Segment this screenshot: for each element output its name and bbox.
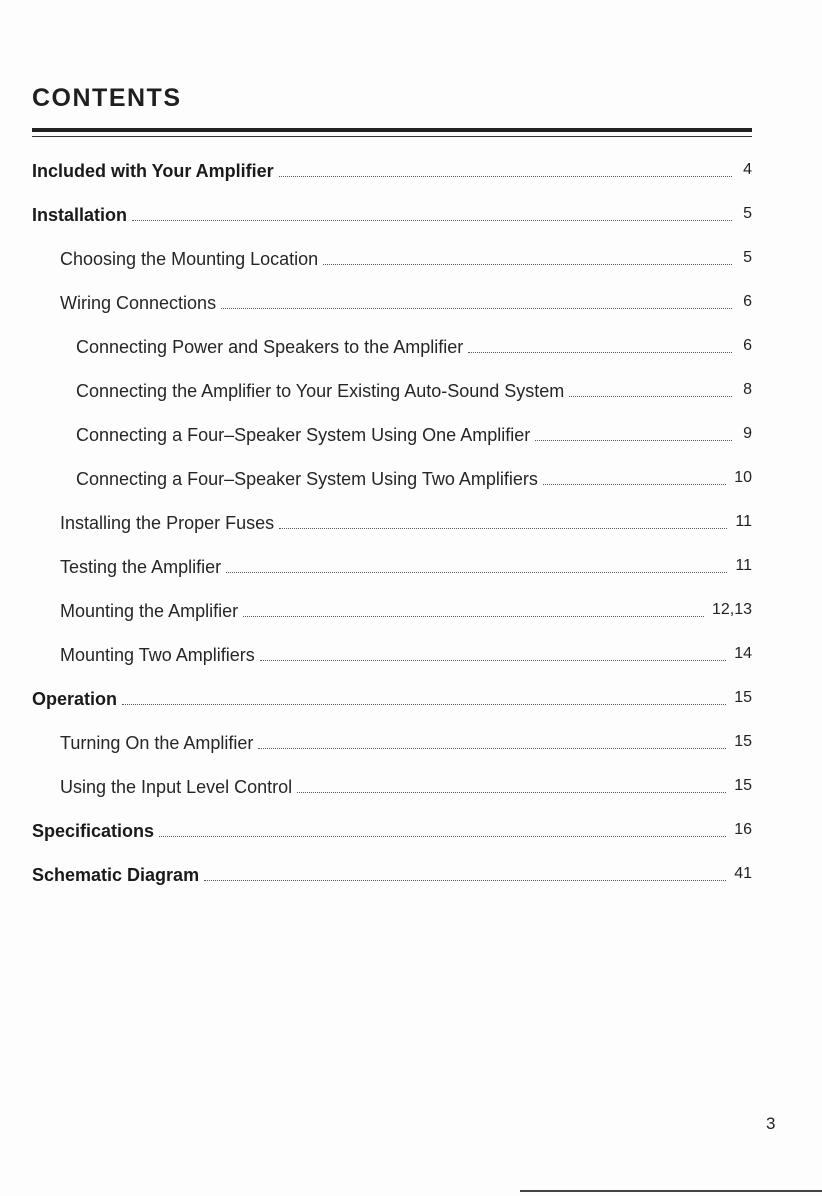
toc-entry-title: Testing the Amplifier xyxy=(60,557,222,577)
toc-entry xyxy=(76,420,752,446)
toc-dot-leader xyxy=(260,660,726,661)
heading-rule-thick xyxy=(32,128,752,132)
toc-dot-leader xyxy=(204,880,726,881)
toc-entry xyxy=(32,156,752,182)
toc-entry-page: 5 xyxy=(743,205,752,222)
toc-entry-title: Installing the Proper Fuses xyxy=(60,513,275,533)
toc-dot-leader xyxy=(569,396,732,397)
toc-dot-leader xyxy=(323,264,732,265)
toc-dot-leader xyxy=(122,704,726,705)
toc-entry xyxy=(60,244,752,270)
toc-entry-title: Schematic Diagram xyxy=(32,865,200,885)
toc-entry xyxy=(32,200,752,226)
toc-entry-page: 15 xyxy=(734,733,752,750)
toc-entry-title: Connecting the Amplifier to Your Existing Auto-Sound System xyxy=(76,381,565,401)
toc-dot-leader xyxy=(279,176,732,177)
toc-entry xyxy=(60,640,752,666)
toc-entry xyxy=(60,552,752,578)
toc-dot-leader xyxy=(159,836,726,837)
toc-entry-title: Specifications xyxy=(32,821,155,841)
toc-dot-leader xyxy=(543,484,726,485)
toc-dot-leader xyxy=(226,572,727,573)
heading-rule-thin xyxy=(32,136,752,137)
toc-entry-page: 10 xyxy=(734,469,752,486)
toc-entry-page: 4 xyxy=(743,161,752,178)
toc-entry-title: Installation xyxy=(32,205,128,225)
toc-entry-title: Turning On the Amplifier xyxy=(60,733,254,753)
toc-entry-page: 5 xyxy=(743,249,752,266)
toc-entry xyxy=(60,772,752,798)
toc-entry-page: 15 xyxy=(734,777,752,794)
toc-dot-leader xyxy=(132,220,732,221)
toc-entry-title: Connecting a Four–Speaker System Using One Amplifier xyxy=(76,425,531,445)
toc-dot-leader xyxy=(535,440,732,441)
toc-dot-leader xyxy=(258,748,726,749)
toc-entry-title: Operation xyxy=(32,689,118,709)
toc-entry-page: 9 xyxy=(743,425,752,442)
toc-entry xyxy=(76,464,752,490)
toc-dot-leader xyxy=(297,792,726,793)
toc-entry-title: Connecting Power and Speakers to the Amplifier xyxy=(76,337,464,357)
toc-entry xyxy=(32,684,752,710)
toc-entry xyxy=(76,332,752,358)
toc-entry-page: 12,13 xyxy=(711,601,752,618)
toc-entry-title: Mounting the Amplifier xyxy=(60,601,239,621)
toc-entry xyxy=(32,816,752,842)
toc-entry-page: 8 xyxy=(743,381,752,398)
toc-entry-page: 11 xyxy=(735,513,752,530)
toc-entry-page: 41 xyxy=(734,865,752,882)
toc-entry-title: Using the Input Level Control xyxy=(60,777,293,797)
toc-entry-title: Wiring Connections xyxy=(60,293,217,313)
toc-entry-page: 15 xyxy=(734,689,752,706)
toc-dot-leader xyxy=(221,308,732,309)
toc-entry-page: 6 xyxy=(743,337,752,354)
toc-entry-title: Included with Your Amplifier xyxy=(32,161,274,181)
page-title: CONTENTS xyxy=(32,84,182,112)
toc-dot-leader xyxy=(468,352,732,353)
toc-dot-leader xyxy=(279,528,727,529)
toc-entry-title: Mounting Two Amplifiers xyxy=(60,645,255,665)
toc-entry xyxy=(32,860,752,886)
page-edge-line xyxy=(520,1190,822,1192)
toc-entry xyxy=(60,728,752,754)
toc-entry xyxy=(60,596,752,622)
toc-entry-page: 16 xyxy=(734,821,752,838)
toc-dot-leader xyxy=(243,616,704,617)
toc-entry xyxy=(60,288,752,314)
toc-entry xyxy=(60,508,752,534)
page-number: 3 xyxy=(766,1114,776,1133)
toc-entry-title: Choosing the Mounting Location xyxy=(60,249,319,269)
toc-entry-page: 14 xyxy=(734,645,752,662)
toc-entry-page: 6 xyxy=(743,293,752,310)
toc-entry-page: 11 xyxy=(735,557,752,574)
toc-entry xyxy=(76,376,752,402)
toc-entry-title: Connecting a Four–Speaker System Using Two Amplifiers xyxy=(76,469,538,489)
